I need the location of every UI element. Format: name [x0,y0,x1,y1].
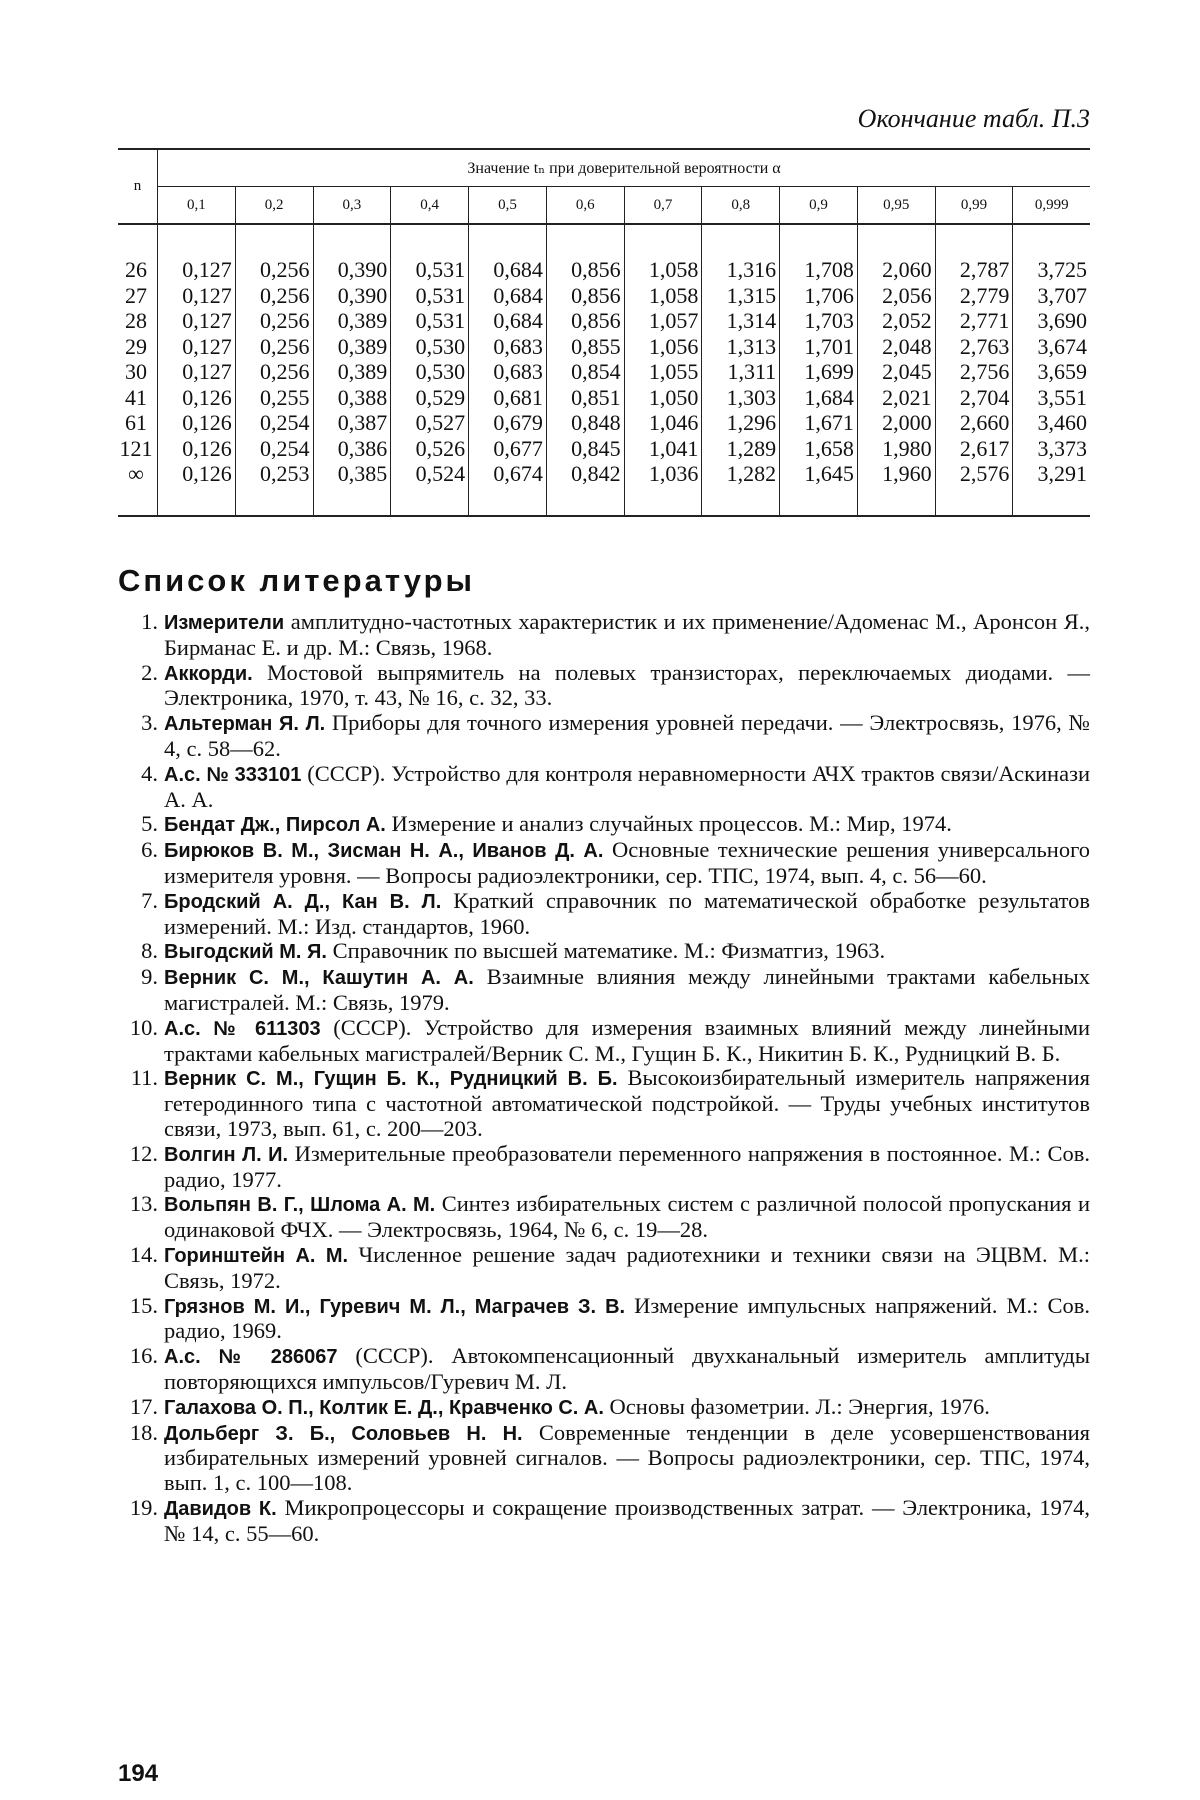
value-cell: 3,707 [1013,283,1090,309]
spacer-row [118,487,1090,516]
reference-number: 18. [129,1419,158,1445]
row-n-cell: ∞ [128,461,144,486]
value-cell: 2,763 [935,334,1013,360]
alpha-header: 0,5 [469,187,547,225]
value-cell: 1,050 [624,385,702,411]
reference-number: 7. [141,887,158,913]
reference-text: Краткий справочник по математической обработке результатов измерений. М.: Изд. стандартов, 1960. [164,887,1090,939]
value-cell: 1,701 [780,334,858,360]
reference-authors: Альтерман Я. Л. [164,713,326,736]
reference-item [118,965,1090,1016]
reference-authors: Давидов К. [164,1497,277,1520]
value-cell: 0,530 [391,359,469,385]
value-cell: 1,282 [702,461,780,487]
reference-authors: А.с. № 286067 [164,1346,338,1369]
value-cell: 3,460 [1013,410,1090,436]
row-n-cell: 28 [125,308,147,333]
value-cell: 1,057 [624,308,702,334]
table-row [118,436,1090,462]
reference-text: Взаимные влияния между линейными трактами кабельных магистралей. М.: Связь, 1979. [164,964,1091,1015]
reference-text: Современные тенденции в деле усовершенствования избирательных измерений уровней сигналов. — Вопросы радиоэлектроники, сер. ТПС, 1974, вып. 1, с. 100—108. [164,1419,1090,1496]
value-cell: 2,779 [935,283,1013,309]
value-cell: 1,658 [780,436,858,462]
reference-item [118,661,1090,712]
value-cell: 0,855 [546,334,624,360]
value-cell: 0,531 [391,283,469,309]
table-row [118,257,1090,283]
value-cell: 0,256 [235,334,313,360]
value-cell: 0,385 [313,461,391,487]
row-n-cell: 27 [125,282,147,308]
value-cell: 1,046 [624,410,702,436]
value-cell: 1,708 [780,257,858,283]
value-cell: 1,706 [780,283,858,309]
reference-text: Измерительные преобразователи переменного напряжения в постоянное. М.: Сов. радио, 1977. [164,1140,1090,1192]
table-body [118,224,1090,516]
row-n-cell: 29 [125,333,147,359]
references-list [118,610,1090,1546]
reference-item [118,1142,1090,1193]
alpha-header: 0,95 [857,187,935,225]
value-cell: 0,256 [235,257,313,283]
reference-number: 6. [141,837,158,863]
table-row [118,334,1090,360]
value-cell: 2,576 [935,461,1013,487]
value-cell: 2,052 [857,308,935,334]
alpha-header-row [118,187,1090,225]
value-cell: 0,674 [469,461,547,487]
reference-text: Приборы для точного измерения уровней передачи. — Электросвязь, 1976, № 4, с. 58—62. [164,710,1090,761]
value-cell: 1,699 [780,359,858,385]
reference-text: Высокоизбирательный измеритель напряжения гетеродинного типа с частотной автоматической подстройкой. — Труды учебных институтов связи, 1973, вып. 61, с. 200—203. [164,1065,1090,1141]
value-cell: 1,684 [780,385,858,411]
value-cell: 0,127 [158,257,236,283]
reference-item [118,838,1090,889]
value-cell: 2,021 [857,385,935,411]
table-row [118,283,1090,309]
table-row [118,410,1090,436]
reference-authors: Измерители [164,612,285,634]
value-cell: 0,127 [158,308,236,334]
reference-text: Мостовой выпрямитель на полевых транзисторах, переключаемых диодами. — Электроника, 1970, т. 43, № 16, с. 32, 33. [164,659,1090,711]
alpha-header: 0,99 [935,187,1013,225]
reference-number: 8. [141,938,158,964]
reference-authors: Грязнов М. И., Гуревич М. Л., Маграчев З. В. [164,1295,626,1318]
value-cell: 0,851 [546,385,624,411]
value-cell: 1,055 [624,359,702,385]
value-cell: 0,388 [313,385,391,411]
value-cell: 3,690 [1013,308,1090,334]
reference-item [118,889,1090,940]
reference-item [118,762,1090,813]
value-cell: 1,645 [780,461,858,487]
reference-item [118,1344,1090,1395]
reference-item [118,1016,1090,1067]
reference-number: 5. [141,811,158,837]
reference-number: 12. [129,1140,158,1166]
value-cell: 0,126 [158,385,236,411]
value-cell: 0,856 [546,257,624,283]
reference-item [118,1192,1090,1243]
value-cell: 0,679 [469,410,547,436]
value-cell: 0,255 [235,385,313,411]
reference-text: (СССР). Автокомпенсационный двухканальный измеритель амплитуды повторяющихся импульсов/Гуревич М. Л. [164,1343,1090,1394]
reference-authors: Выгодский М. Я. [164,941,327,964]
reference-authors: Вольпян В. Г., Шлома А. М. [164,1194,436,1217]
value-cell: 1,056 [624,334,702,360]
value-cell: 3,373 [1013,436,1090,462]
reference-text: Измерение и анализ случайных процессов. М.: Мир, 1974. [385,811,952,837]
reference-text: Основные технические решения универсального измерителя уровня. — Вопросы радиоэлектроники, сер. ТПС, 1974, вып. 4, с. 56—60. [164,837,1090,888]
value-cell: 0,845 [546,436,624,462]
value-cell: 1,960 [857,461,935,487]
value-cell: 0,256 [235,308,313,334]
value-cell: 0,126 [158,436,236,462]
value-cell: 0,254 [235,410,313,436]
reference-item [118,939,1090,965]
table-row [118,461,1090,487]
value-cell: 0,127 [158,359,236,385]
value-cell: 1,289 [702,436,780,462]
value-cell: 2,056 [857,283,935,309]
value-cell: 0,386 [313,436,391,462]
value-cell: 0,389 [313,359,391,385]
reference-authors: Аккорди. [164,662,253,685]
value-cell: 0,856 [546,283,624,309]
value-cell: 0,529 [391,385,469,411]
reference-number: 15. [129,1292,158,1318]
reference-item [118,1421,1090,1496]
value-cell: 3,659 [1013,359,1090,385]
row-n-cell: 26 [125,257,147,282]
reference-number: 9. [141,964,158,990]
reference-number: 10. [129,1014,158,1040]
value-cell: 2,045 [857,359,935,385]
value-cell: 0,527 [391,410,469,436]
value-cell: 0,389 [313,334,391,360]
value-cell: 2,787 [935,257,1013,283]
reference-number: 17. [129,1393,158,1419]
reference-item [118,1294,1090,1345]
references-title: Список литературы [118,563,476,598]
value-cell: 0,856 [546,308,624,334]
alpha-header: 0,9 [780,187,858,225]
reference-authors: Дольберг З. Б., Соловьев Н. Н. [164,1422,523,1445]
value-cell: 2,704 [935,385,1013,411]
value-cell: 0,677 [469,436,547,462]
alpha-header: 0,2 [235,187,313,225]
reference-text: (СССР). Устройство для измерения взаимных влияний между линейными трактами кабельных магистралей/Верник С. М., Гущин Б. К., Никитин Б. К., Рудницкий В. Б. [164,1014,1090,1066]
reference-item [118,1496,1090,1547]
value-cell: 0,389 [313,308,391,334]
value-cell: 2,756 [935,359,1013,385]
n-header: n [118,149,158,224]
reference-text: Справочник по высшей математике. М.: Физматгиз, 1963. [326,938,886,964]
reference-item [118,1066,1090,1141]
value-cell: 2,000 [857,410,935,436]
value-cell: 0,681 [469,385,547,411]
value-cell: 0,684 [469,308,547,334]
value-cell: 1,314 [702,308,780,334]
reference-number: 3. [141,710,158,736]
reference-item [118,812,1090,838]
reference-authors: Галахова О. П., Колтик Е. Д., Кравченко С. А. [164,1396,604,1419]
value-cell: 1,041 [624,436,702,462]
reference-authors: Бирюков В. М., Зисман Н. А., Иванов Д. А. [164,840,604,863]
reference-item [118,711,1090,762]
reference-authors: Волгин Л. И. [164,1143,289,1166]
value-cell: 2,060 [857,257,935,283]
reference-text: (СССР). Устройство для контроля неравномерности АЧХ трактов связи/Аскинази А. А. [164,760,1090,812]
reference-text: Измерение импульсных напряжений. М.: Сов. радио, 1969. [164,1292,1090,1344]
value-cell: 0,390 [313,257,391,283]
span-header: Значение tₙ при доверительной вероятности α [158,149,1091,187]
value-cell: 0,683 [469,334,547,360]
value-cell: 0,854 [546,359,624,385]
row-n-cell: 30 [125,359,147,384]
value-cell: 3,674 [1013,334,1090,360]
value-cell: 0,848 [546,410,624,436]
value-cell: 2,660 [935,410,1013,436]
value-cell: 0,387 [313,410,391,436]
table-row [118,385,1090,411]
reference-number: 14. [129,1241,158,1267]
value-cell: 0,127 [158,334,236,360]
reference-authors: Бродский А. Д., Кан В. Л. [164,890,442,913]
table-row [118,308,1090,334]
reference-authors: А.с. № 611303 [164,1017,321,1040]
alpha-header: 0,1 [158,187,236,225]
alpha-header: 0,6 [546,187,624,225]
value-cell: 1,315 [702,283,780,309]
reference-authors: Верник С. М., Кашутин А. А. [164,967,474,990]
table-caption: Окончание табл. П.3 [857,104,1090,133]
value-cell: 0,126 [158,410,236,436]
value-cell: 1,058 [624,257,702,283]
row-n-cell: 121 [119,435,153,461]
alpha-header: 0,3 [313,187,391,225]
value-cell: 3,291 [1013,461,1090,487]
reference-number: 4. [141,760,158,786]
page-number: 194 [118,1760,159,1787]
student-t-table [118,148,1090,517]
value-cell: 2,771 [935,308,1013,334]
spacer-row [118,224,1090,257]
value-cell: 0,126 [158,461,236,487]
reference-number: 19. [129,1494,158,1520]
value-cell: 1,058 [624,283,702,309]
reference-text: Микропроцессоры и сокращение производственных затрат. — Электроника, 1974, № 14, с. 55—60. [164,1494,1090,1546]
reference-text: Основы фазометрии. Л.: Энергия, 1976. [603,1393,990,1419]
reference-authors: Верник С. М., Гущин Б. К., Рудницкий В. Б. [164,1068,618,1091]
value-cell: 1,316 [702,257,780,283]
reference-item [118,1395,1090,1421]
reference-item [118,610,1090,661]
alpha-header: 0,999 [1013,187,1090,225]
value-cell: 1,703 [780,308,858,334]
value-cell: 1,303 [702,385,780,411]
value-cell: 0,390 [313,283,391,309]
reference-number: 13. [129,1191,158,1217]
value-cell: 0,531 [391,257,469,283]
alpha-header: 0,4 [391,187,469,225]
reference-text: Синтез избирательных систем с различной полосой пропускания и одинаковой ФЧХ. — Электросвязь, 1964, № 6, с. 19—28. [164,1191,1090,1243]
value-cell: 1,671 [780,410,858,436]
value-cell: 1,313 [702,334,780,360]
value-cell: 0,526 [391,436,469,462]
value-cell: 1,311 [702,359,780,385]
reference-number: 11. [130,1065,158,1091]
value-cell: 3,725 [1013,257,1090,283]
reference-number: 16. [129,1343,158,1369]
alpha-header: 0,8 [702,187,780,225]
value-cell: 0,253 [235,461,313,487]
value-cell: 0,684 [469,283,547,309]
value-cell: 1,296 [702,410,780,436]
value-cell: 0,530 [391,334,469,360]
value-cell: 0,684 [469,257,547,283]
value-cell: 0,256 [235,283,313,309]
value-cell: 0,683 [469,359,547,385]
reference-item [118,1243,1090,1294]
reference-text: Численное решение задач радиотехники и техники связи на ЭЦВМ. М.: Связь, 1972. [164,1241,1090,1293]
reference-text: амплитудно-частотных характеристик и их применение/Адоменас М., Аронсон Я., Бирманас Е. и др. М.: Связь, 1968. [164,609,1090,660]
reference-authors: Горинштейн А. М. [164,1244,349,1267]
alpha-header: 0,7 [624,187,702,225]
value-cell: 0,256 [235,359,313,385]
value-cell: 1,036 [624,461,702,487]
reference-authors: Бендат Дж., Пирсол А. [164,814,386,837]
value-cell: 2,048 [857,334,935,360]
row-n-cell: 41 [125,384,147,410]
value-cell: 2,617 [935,436,1013,462]
value-cell: 0,531 [391,308,469,334]
value-cell: 0,127 [158,283,236,309]
value-cell: 1,980 [857,436,935,462]
table-row [118,359,1090,385]
value-cell: 3,551 [1013,385,1090,411]
value-cell: 0,254 [235,436,313,462]
reference-authors: А.с. № 333101 [164,763,302,786]
value-cell: 0,524 [391,461,469,487]
value-cell: 0,842 [546,461,624,487]
reference-number: 2. [141,659,158,685]
row-n-cell: 61 [125,410,147,435]
reference-number: 1. [141,609,158,634]
